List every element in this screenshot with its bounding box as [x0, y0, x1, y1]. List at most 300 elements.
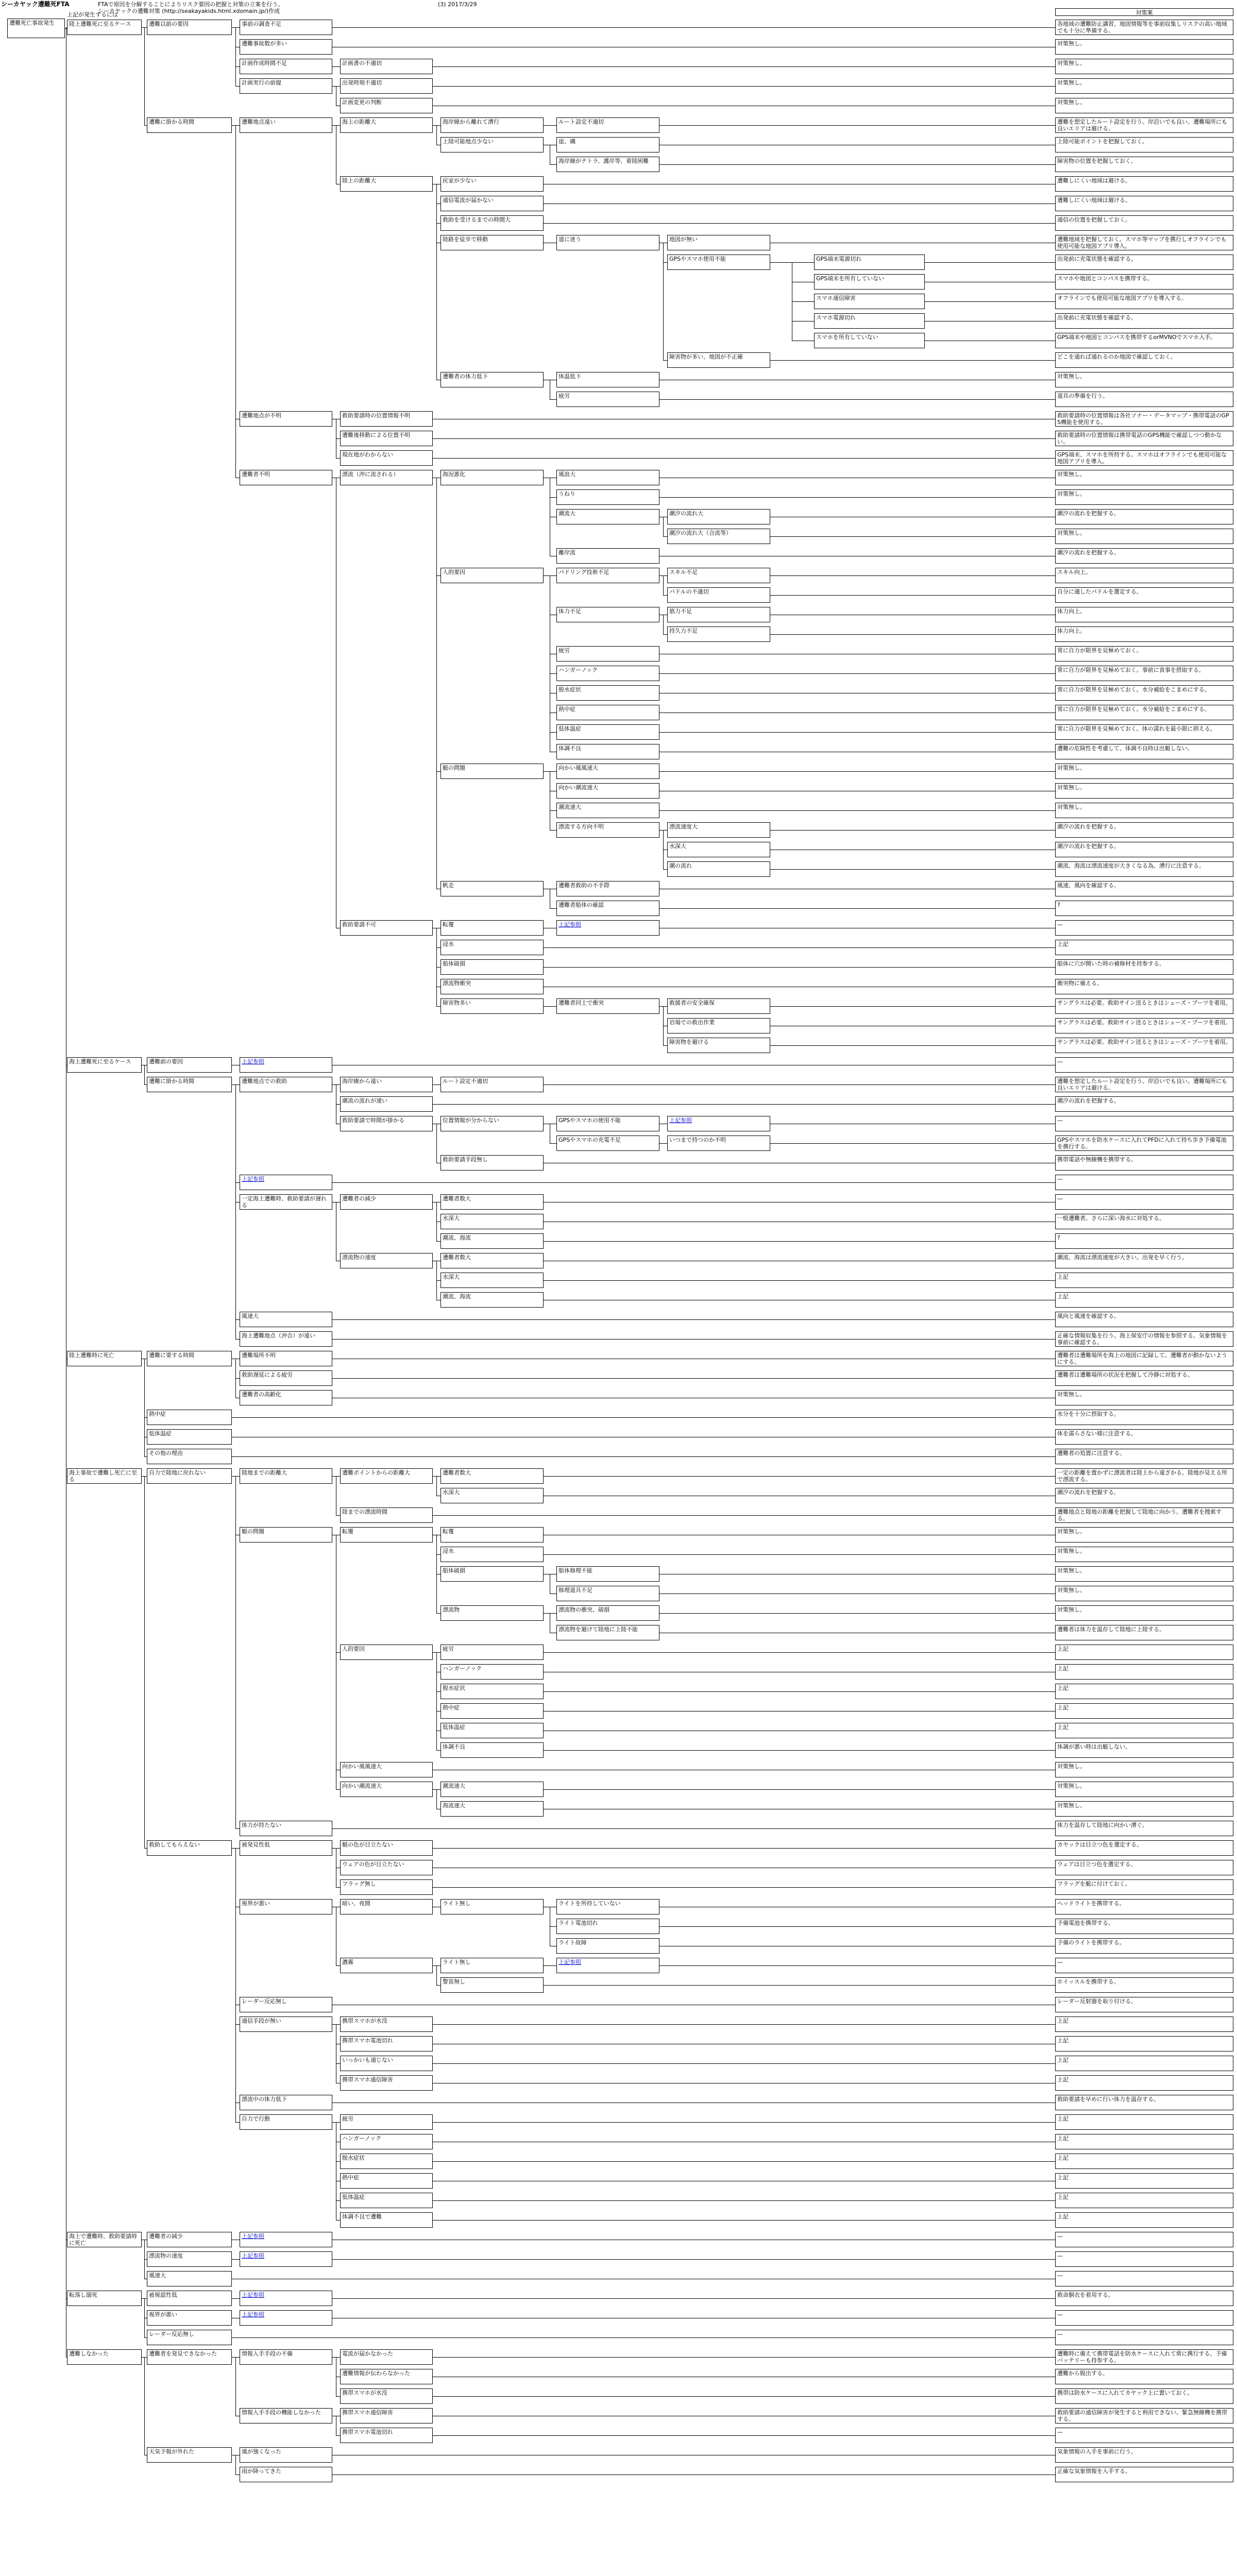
fta-node-c1: 陸上遭難死に至るケース — [67, 20, 142, 35]
fta-node-c4: 救助要請で時間が掛かる — [340, 1116, 433, 1131]
fta-node-c4: 携帯スマホ電池切れ — [340, 2428, 433, 2443]
countermeasure-cell: 遭難を想定したルート設定を行う。岸沿いでも良い。遭難場所にも良いエリアは避ける。 — [1055, 117, 1233, 133]
fta-node-c3: 計画実行の前提 — [240, 78, 332, 94]
connector-line — [433, 2435, 1055, 2436]
fta-node-c5: 艇の問題 — [440, 764, 544, 779]
connector-line — [336, 125, 340, 126]
countermeasure-cell: 対策無し。 — [1055, 1566, 1233, 1582]
connector-line — [235, 27, 236, 47]
connector-line — [436, 204, 437, 223]
fta-node-c5: 水深大 — [440, 1273, 544, 1288]
connector-line — [544, 1613, 550, 1614]
connector-line — [433, 125, 436, 126]
connector-line — [232, 1848, 235, 1849]
connector-line — [433, 1789, 436, 1790]
fta-node-c2: 被視認性低 — [147, 2291, 232, 2306]
connector-line — [659, 771, 1055, 772]
fta-node-c6: 海岸線がテトラ、護岸等、着陸困難 — [556, 157, 659, 172]
connector-line — [659, 497, 1055, 498]
countermeasure-cell: オフラインでも使用可能な地図アプリを導入する。 — [1055, 294, 1233, 309]
countermeasure-cell: 対策無し。 — [1055, 489, 1233, 505]
fta-node-c6: 風浪大 — [556, 470, 659, 485]
countermeasure-cell: 対策無し。 — [1055, 783, 1233, 799]
connector-line — [332, 1339, 1055, 1340]
connector-line — [544, 967, 1055, 968]
countermeasure-cell: — — [1055, 1057, 1233, 1073]
countermeasure-cell: サングラスは必要。救助サイン送るときはシューズ・ブーツを着用。 — [1055, 998, 1233, 1014]
connector-line — [336, 1084, 340, 1085]
fta-node-c6: 修理道具不足 — [556, 1586, 659, 1601]
fta-node-c6: うねり — [556, 489, 659, 505]
countermeasure-cell: サングラスは必要。救助サイン送るときはシューズ・ブーツを着用。 — [1055, 1018, 1233, 1033]
fta-node-c3: 自力で行動 — [240, 2114, 332, 2130]
countermeasure-cell: 気象情報の入手を事前に行う。 — [1055, 2447, 1233, 2463]
countermeasure-cell: — — [1055, 1194, 1233, 1210]
fta-node-c6: 潮流速大 — [556, 803, 659, 818]
fta-node-c2: 遭難者を発見できなかった — [147, 2349, 232, 2365]
connector-line — [436, 1574, 437, 1613]
connector-line — [336, 1965, 340, 1966]
connector-line — [235, 125, 236, 419]
connector-line — [436, 1985, 440, 1986]
connector-line — [436, 1672, 437, 1691]
fta-node-c6: ルート設定不適切 — [556, 117, 659, 133]
countermeasure-cell: 対策無し。 — [1055, 78, 1233, 94]
fta-node-c6: パドリング技術不足 — [556, 568, 659, 583]
connector-line — [336, 2200, 340, 2201]
fta-node-c6: 漂流物の衝突、破損 — [556, 1605, 659, 1621]
fta-node-c6: 疲労 — [556, 392, 659, 407]
fta-node-c4: 遭難ポイントからの距離大 — [340, 1468, 433, 1484]
connector-line — [332, 2298, 1055, 2299]
connector-line — [659, 1965, 1055, 1966]
fta-node-c3: 被発見性低 — [240, 1840, 332, 1856]
fta-node-c5: 海岸線から離れて漕行 — [440, 117, 544, 133]
fta-node-c6: 離岸流 — [556, 548, 659, 564]
connector-line — [332, 2122, 336, 2123]
connector-line — [436, 575, 440, 576]
fta-node-c3: 上記参照 — [240, 1057, 332, 1073]
connector-line — [336, 2063, 340, 2064]
connector-line — [550, 1965, 556, 1966]
connector-line — [336, 2435, 340, 2436]
connector-line — [433, 86, 1055, 87]
connector-line — [235, 47, 236, 66]
fta-node-c5: 水深大 — [440, 1214, 544, 1229]
connector-line — [436, 478, 437, 575]
fta-node-c8: スマホ通信障害 — [814, 294, 925, 309]
fta-node-c5: 潮流、海流 — [440, 1233, 544, 1249]
fta-node-c4: 陸上の距離大 — [340, 176, 433, 192]
fta-node-c4: 転覆 — [340, 1527, 433, 1543]
fta-node-c7: いつまで持つのか不明 — [667, 1136, 770, 1151]
countermeasure-cell: 対策無し。 — [1055, 1762, 1233, 1777]
connector-line — [433, 1104, 1055, 1105]
fta-node-c4: 遭難者の減少 — [340, 1194, 433, 1210]
countermeasure-cell: 一定の距離を置かずに漂流者は陸上から遠ざかる。陸地が見える所で漂流する。 — [1055, 1468, 1233, 1484]
fta-node-c7: 地図が無い — [667, 235, 770, 250]
connector-line — [336, 2161, 340, 2162]
connector-line — [144, 2298, 145, 2318]
connector-line — [235, 1182, 240, 1183]
fta-node-c3: 情報入手手段の不備 — [240, 2349, 332, 2365]
connector-line — [544, 1750, 1055, 1751]
countermeasure-cell: 上陸可能ポイントを把握しておく。 — [1055, 137, 1233, 152]
countermeasure-cell: 常に自力が限界を見極めておく。事前に食事を摂取する。 — [1055, 666, 1233, 681]
connector-line — [436, 967, 437, 987]
fta-node-c5: 民家が少ない — [440, 176, 544, 192]
fta-node-c5: 人的要因 — [440, 568, 544, 583]
connector-line — [659, 1613, 1055, 1614]
countermeasure-cell: 道具の準備を行う。 — [1055, 392, 1233, 407]
connector-line — [436, 1535, 437, 1554]
connector-line — [232, 2259, 235, 2260]
fta-node-c4: 携帯スマホ電池切れ — [340, 2036, 433, 2052]
fta-node-c6: 漂流する方向不明 — [556, 822, 659, 838]
connector-line — [235, 1476, 240, 1477]
fta-node-c4: 救助要請時の位置情報不明 — [340, 411, 433, 427]
connector-line — [544, 575, 550, 576]
countermeasure-cell: — — [1055, 2232, 1233, 2247]
connector-line — [436, 928, 437, 947]
countermeasure-cell: 体力向上。 — [1055, 626, 1233, 642]
connector-line — [544, 125, 550, 126]
countermeasure-cell: 上記 — [1055, 2016, 1233, 2032]
fta-node-c3: 事前の調査不足 — [240, 20, 332, 35]
fta-node-c3: 遭難者の高齢化 — [240, 1390, 332, 1405]
countermeasure-cell: 風向と風速を確認する。 — [1055, 1312, 1233, 1327]
connector-line — [663, 1045, 667, 1046]
fta-node-c6: 遭難者救助の不手際 — [556, 881, 659, 896]
connector-line — [770, 262, 792, 263]
connector-line — [663, 850, 664, 869]
fta-node-c4: 携帯スマホ通信障害 — [340, 2075, 433, 2091]
countermeasure-cell: 予備電池を携帯する。 — [1055, 1919, 1233, 1934]
countermeasure-cell: 船体に穴が開いた時の補修材を持参する。 — [1055, 959, 1233, 975]
countermeasure-cell: — — [1055, 920, 1233, 936]
fta-node-c4: 暗い、夜間 — [340, 1899, 433, 1914]
fta-node-c8: GPS端末電源切れ — [814, 255, 925, 270]
connector-line — [663, 634, 667, 635]
fta-node-c6: GPSやスマホの使用不能 — [556, 1116, 659, 1131]
connector-line — [436, 1691, 437, 1711]
fta-node-c2: 低体温症 — [147, 1429, 232, 1445]
fta-node-c6: 潮流大 — [556, 509, 659, 524]
countermeasure-cell: 遭難しにくい地域は避ける。 — [1055, 196, 1233, 211]
fta-node-c3: 海上遭難地点（沖合）が遠い — [240, 1331, 332, 1347]
connector-line — [144, 2337, 147, 2338]
connector-line — [544, 1965, 550, 1966]
countermeasure-cell: 正確な気象情報を入手する。 — [1055, 2467, 1233, 2482]
fta-node-c5: ハンガーノック — [440, 1664, 544, 1680]
connector-line — [235, 2357, 240, 2358]
connector-line — [235, 1084, 240, 1085]
fta-node-c7: 上記参照 — [667, 1116, 770, 1131]
fta-node-c5: 障害物多い — [440, 998, 544, 1014]
fta-node-c8: スマホ電源切れ — [814, 313, 925, 329]
fta-node-c6: ライト故障 — [556, 1938, 659, 1954]
fta-node-c5: 転覆 — [440, 1527, 544, 1543]
fta-node-c1: 陸上遭難時に死亡 — [67, 1351, 142, 1366]
fta-node-c6: 疲労 — [556, 646, 659, 662]
connector-line — [144, 2318, 145, 2337]
connector-line — [544, 1280, 1055, 1281]
connector-line — [659, 810, 1055, 811]
countermeasure-cell: 対策無し。 — [1055, 1801, 1233, 1817]
connector-line — [544, 1652, 1055, 1653]
connector-line — [659, 125, 1055, 126]
connector-line — [332, 1182, 1055, 1183]
fta-node-c5: 疲労 — [440, 1645, 544, 1660]
connector-line — [232, 2337, 1055, 2338]
fta-node-c6: 遭難者船体の確認 — [556, 901, 659, 916]
connector-line — [436, 1750, 440, 1751]
countermeasure-cell: 通信の位置を把握しておく。 — [1055, 215, 1233, 231]
countermeasure-cell: 上記 — [1055, 1273, 1233, 1288]
fta-node-c4: 濃霧 — [340, 1958, 433, 1973]
connector-line — [433, 1652, 436, 1653]
fta-node-c3: 艇の問題 — [240, 1527, 332, 1543]
connector-line — [336, 2396, 340, 2397]
connector-line — [550, 399, 556, 400]
countermeasure-cell: 常に自力が限界を見極めておく。 — [1055, 646, 1233, 662]
connector-line — [235, 2455, 236, 2475]
fta-node-c6: 崖、磯 — [556, 137, 659, 152]
fta-node-c4: 海上の距離大 — [340, 117, 433, 133]
fta-node-c4: 電波が届かなかった — [340, 2349, 433, 2365]
connector-line — [433, 2200, 1055, 2201]
fta-node-c4: ウェアの色が目立たない — [340, 1860, 433, 1875]
connector-line — [550, 125, 556, 126]
countermeasure-cell: 潮流、海流は漂流速度が大きい。出発を早く行う。 — [1055, 1253, 1233, 1268]
connector-line — [433, 1965, 436, 1966]
connector-line — [336, 1848, 340, 1849]
fta-node-c7: 筋力不足 — [667, 607, 770, 622]
connector-line — [336, 2024, 340, 2025]
connector-line — [544, 771, 550, 772]
fta-node-c4: 計画書の不適切 — [340, 59, 433, 74]
countermeasure-cell: 携帯電話や無線機を携帯する。 — [1055, 1155, 1233, 1171]
connector-line — [235, 1084, 236, 1182]
connector-line — [433, 2063, 1055, 2064]
fta-node-c2: 救助してもらえない — [147, 1840, 232, 1856]
connector-line — [332, 1828, 1055, 1829]
countermeasure-cell: 上記 — [1055, 2154, 1233, 2169]
connector-line — [663, 830, 664, 850]
connector-line — [66, 2357, 67, 2358]
countermeasure-cell: 上記 — [1055, 1292, 1233, 1308]
connector-line — [550, 1613, 556, 1614]
connector-line — [433, 2024, 1055, 2025]
connector-line — [232, 27, 235, 28]
connector-line — [235, 1359, 236, 1378]
countermeasure-cell: 救助要請時の位置情報は各社ソナー・データマップ・携帯電話のGPS機能を使用する。 — [1055, 411, 1233, 427]
fta-node-c3: レーダー反応無し — [240, 1997, 332, 2012]
fta-node-c5: 救助要請手段無し — [440, 1155, 544, 1171]
connector-line — [659, 164, 1055, 165]
connector-line — [336, 2220, 340, 2221]
countermeasure-cell: 遭難地点と陸地の距離を把握して陸地に向かう。遭難者を捜索する。 — [1055, 1507, 1233, 1523]
connector-line — [659, 1926, 1055, 1927]
fta-node-c5: 遭難者数大 — [440, 1468, 544, 1484]
fta-node-c4: 潮流の流れが速い — [340, 1096, 433, 1112]
fta-node-c7: 水深大 — [667, 842, 770, 857]
fta-node-c6: 向かい風風速大 — [556, 764, 659, 779]
countermeasure-cell: — — [1055, 2310, 1233, 2326]
connector-line — [544, 1006, 550, 1007]
fta-node-c5: ライト無し — [440, 1958, 544, 1973]
fta-node-c4: 艇の色が目立たない — [340, 1840, 433, 1856]
countermeasure-cell: ヘッドライトを携帯する。 — [1055, 1899, 1233, 1914]
connector-line — [544, 1084, 1055, 1085]
fta-node-c4: 漂流物の速度 — [340, 1253, 433, 1268]
fta-node-c2: 熱中症 — [147, 1410, 232, 1425]
fta-node-c4: 救助要請不可 — [340, 920, 433, 936]
connector-line — [235, 1378, 240, 1379]
connector-line — [232, 1084, 235, 1085]
connector-line — [659, 908, 1055, 909]
countermeasure-cell: 上記 — [1055, 2193, 1233, 2208]
fta-node-c5: 帆走 — [440, 881, 544, 896]
fta-node-c2: 遭難前の要因 — [147, 1057, 232, 1073]
countermeasure-cell: 対策無し。 — [1055, 1390, 1233, 1405]
connector-line — [544, 1554, 1055, 1555]
connector-line — [436, 1476, 440, 1477]
connector-line — [663, 575, 667, 576]
connector-line — [235, 66, 240, 67]
fta-node-c4: 熱中症 — [340, 2173, 433, 2189]
connector-line — [544, 1985, 1055, 1986]
connector-line — [235, 1828, 240, 1829]
countermeasure-cell: 上記 — [1055, 2036, 1233, 2052]
connector-line — [144, 1417, 145, 1437]
connector-line — [550, 1926, 556, 1927]
connector-line — [659, 575, 663, 576]
fta-node-c6: ライトを所持していない — [556, 1899, 659, 1914]
connector-line — [663, 575, 664, 595]
countermeasure-cell: 常に自力が限界を見極めておく。体の濡れを最小限に抑える。 — [1055, 724, 1233, 740]
countermeasure-cell: レーダー反射器を取り付ける。 — [1055, 1997, 1233, 2012]
connector-line — [232, 1417, 1055, 1418]
fta-node-c2: 自力で陸地に戻れない — [147, 1468, 232, 1484]
countermeasure-cell: 対策無し。 — [1055, 1586, 1233, 1601]
fta-node-c3: 救助遅延による疲労 — [240, 1370, 332, 1386]
fta-node-c3: 情報入手手段の機能しなかった — [240, 2408, 332, 2424]
connector-line — [332, 2024, 336, 2025]
fta-node-c1: 遭難しなかった — [67, 2349, 142, 2365]
connector-line — [332, 2357, 336, 2358]
connector-line — [663, 517, 664, 536]
countermeasure-cell: 対策無し。 — [1055, 1782, 1233, 1797]
fta-node-c2: 遭難に要する時間 — [147, 1351, 232, 1366]
countermeasure-cell: — — [1055, 2428, 1233, 2443]
connector-line — [663, 1026, 664, 1045]
connector-line — [663, 869, 667, 870]
fta-node-c3: 遭難地点が不明 — [240, 411, 332, 427]
connector-line — [232, 1476, 235, 1477]
connector-line — [436, 1711, 437, 1731]
connector-line — [663, 360, 667, 361]
connector-line — [144, 2240, 145, 2259]
fta-node-c3: 風速大 — [240, 1312, 332, 1327]
sheet-title: シーカヤック遭難死FTA — [1, 1, 70, 8]
fta-node-c4: 脱水症状 — [340, 2154, 433, 2169]
countermeasure-cell: 潮汐の流れを把握する。 — [1055, 1488, 1233, 1503]
fta-node-c8: GPS端末を所有していない — [814, 274, 925, 290]
sheet-date: (3) 2017/3/29 — [438, 1, 477, 8]
connector-line — [659, 399, 1055, 400]
countermeasure-cell: 上記 — [1055, 940, 1233, 955]
countermeasure-cell: 常に自力が限界を見極めておく。水分補給をこまめにする。 — [1055, 685, 1233, 701]
connector-line — [925, 262, 1055, 263]
countermeasure-cell: 対策無し。 — [1055, 529, 1233, 544]
connector-line — [235, 2024, 240, 2025]
connector-line — [433, 458, 1055, 459]
countermeasure-cell: 救命胴衣を着用する。 — [1055, 2291, 1233, 2306]
fta-node-c3: 遭難地点での救助 — [240, 1077, 332, 1092]
connector-line — [550, 673, 556, 674]
countermeasure-cell: 遭難を想定したルート設定を行う。岸沿いでも良い。遭難場所にも良いエリアは避ける。 — [1055, 1077, 1233, 1092]
connector-line — [235, 2298, 240, 2299]
fta-node-c6: 体温低下 — [556, 372, 659, 387]
connector-line — [235, 1848, 240, 1849]
fta-node-c4: 向かい潮流速大 — [340, 1782, 433, 1797]
countermeasure-cell: 遭難から脱出する。 — [1055, 2369, 1233, 2384]
connector-line — [144, 1848, 147, 1849]
fta-node-c7: 岩場での救出作業 — [667, 1018, 770, 1033]
connector-line — [550, 732, 556, 733]
countermeasure-cell: カヤックは目立つ色を選定する。 — [1055, 1840, 1233, 1856]
connector-line — [235, 86, 240, 87]
countermeasure-cell: 体力向上。 — [1055, 607, 1233, 622]
connector-line — [336, 86, 340, 87]
connector-line — [433, 2396, 1055, 2397]
fta-node-c5: 船体破損 — [440, 959, 544, 975]
fta-node-c7: 潮汐の流れ大 — [667, 509, 770, 524]
connector-line — [436, 1202, 437, 1222]
fta-node-c5: 体調不良 — [440, 1742, 544, 1758]
connector-line — [770, 869, 1055, 870]
root-event: 遭難死亡事故発生 — [7, 19, 65, 38]
connector-line — [659, 1006, 663, 1007]
connector-line — [663, 615, 664, 634]
connector-line — [232, 2298, 235, 2299]
connector-line — [659, 732, 1055, 733]
connector-line — [659, 1143, 663, 1144]
fta-node-c4: 遭難後移動による位置不明 — [340, 431, 433, 446]
fta-node-c5: 潮流速大 — [440, 1782, 544, 1797]
connector-line — [332, 27, 1055, 28]
countermeasure-cell: 対策無し。 — [1055, 372, 1233, 387]
connector-line — [550, 497, 556, 498]
countermeasure-cell: 出発前に充電状態を確認する。 — [1055, 313, 1233, 329]
fta-node-c6: 低体温症 — [556, 724, 659, 740]
fta-node-c3: 上記参照 — [240, 1175, 332, 1190]
connector-line — [544, 1789, 1055, 1790]
connector-line — [770, 634, 1055, 635]
fta-node-c6: 上記参照 — [556, 920, 659, 936]
countermeasure-cell: 救助要請時の位置情報は携帯電話のGPS機能で確認しつつ動かない。 — [1055, 431, 1233, 446]
connector-line — [770, 1143, 1055, 1144]
fta-node-c3: 漂流中の体力低下 — [240, 2095, 332, 2110]
countermeasure-cell: 上記 — [1055, 2114, 1233, 2130]
connector-line — [332, 1848, 336, 1849]
countermeasure-cell: 救助要請の通信障害が発生すると利用できない。緊急無線機を携帯する。 — [1055, 2408, 1233, 2424]
fta-node-c5: 低体温症 — [440, 1723, 544, 1738]
fta-node-c7: 救援者の安全確保 — [667, 998, 770, 1014]
fta-node-c6: 体調不良 — [556, 744, 659, 759]
connector-line — [235, 1848, 236, 1907]
